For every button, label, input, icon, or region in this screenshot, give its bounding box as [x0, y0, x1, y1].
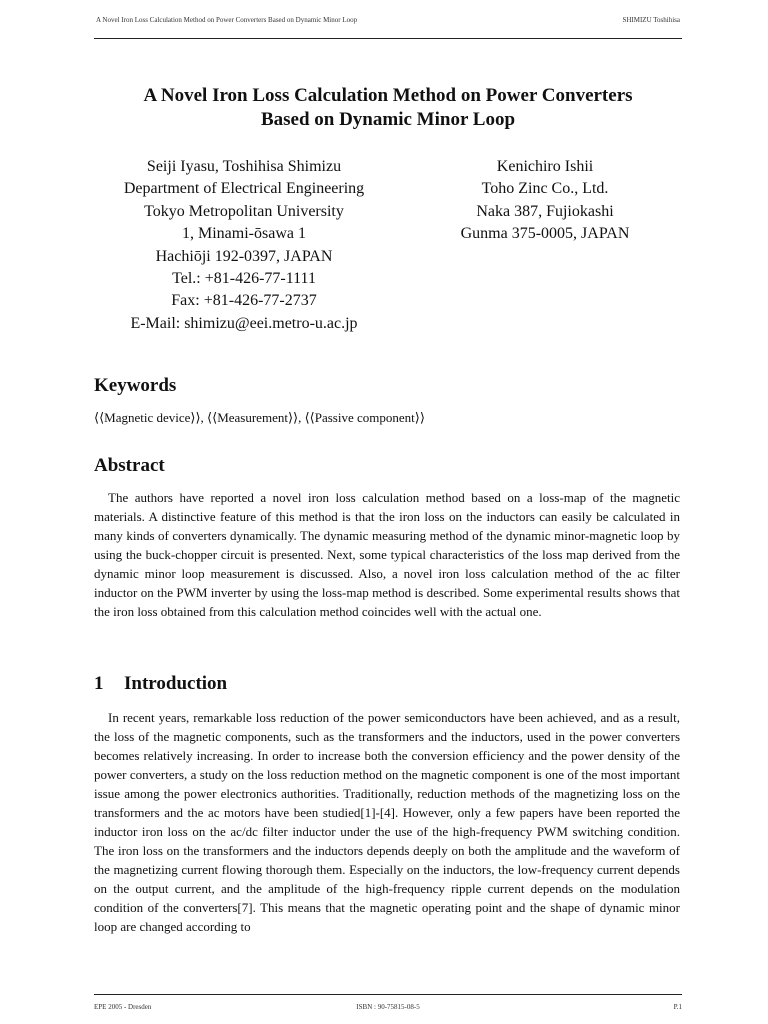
footer-divider [94, 994, 682, 995]
author-line: Toho Zinc Co., Ltd. [481, 180, 609, 198]
running-header-author: SHIMIZU Toshihisa [622, 16, 680, 24]
section-heading-introduction [94, 673, 227, 695]
introduction-text: In recent years, remarkable loss reduction of the power semiconductors have been achieved, and as a result, the loss of the magnetic components, such as the transformers and the inductors, used in the power converters becomes relatively increasing. In order to increase both the conversion efficiency and the power density of the power converters, a study on the loss reduction method on the magnetic component is one of the most important issue among the power electronics authorities. Traditionally, reduction methods of the magnetizing loss on the transformers and the ac motors have been studied[1]-[4]. However, only a few papers have been reported the inductor iron loss on the ac/dc filter inductor under the use of the high-frequency PWM switching condition. The iron loss on the transformers and the inductors depends deeply on both the amplitude and the waveform of the magnetizing current flowing thorough them. Especially on the inductors, the low-frequency current depends on the output current, and the amplitude of the high-frequency ripple current depends on the modulation condition of the converters[7]. This means that the magnetic operating point and the shape of dynamic minor loop are changed according to [94, 710, 680, 934]
abstract-heading: Abstract [94, 455, 165, 476]
author-line: Hachiōji 192-0397, JAPAN [155, 247, 333, 265]
abstract-text: The authors have reported a novel iron loss calculation method based on a loss-map of the magnetic materials. A distinctive feature of this method is that the iron loss on the inductors can easily be calculated in many kinds of converters dynamically. The dynamic measuring method of the dynamic minor-magnetic loop by using the buck-chopper circuit is presented. Next, some typical characteristics of the loss map derived from the dynamic minor loop measurement is discussed. Also, a novel iron loss calculation method of the ac filter inductor on the PWM inverter by using the loss-map method is described. Some experimental results shows that the iron loss obtained from this calculation method coincides well with the actual one. [94, 490, 680, 619]
author-line: Tokyo Metropolitan University [144, 202, 344, 220]
author-line: Seiji Iyasu, Toshihisa Shimizu [146, 158, 342, 175]
keywords-list: ⟨⟨Magnetic device⟩⟩, ⟨⟨Measurement⟩⟩, ⟨⟨Passive component⟩⟩ [94, 410, 425, 425]
footer-page-number: P.1 [673, 1003, 682, 1011]
author-block-left [94, 156, 394, 335]
author-email: E-Mail: shimizu@eei.metro-u.ac.jp [130, 314, 358, 332]
paper-title-line-1: A Novel Iron Loss Calculation Method on Power Converters [143, 85, 633, 106]
author-line: Department of Electrical Engineering [123, 180, 365, 198]
running-header-title: A Novel Iron Loss Calculation Method on Power Converters Based on Dynamic Minor Loop [96, 16, 358, 24]
paper-title [94, 84, 682, 132]
author-line: Fax: +81-426-77-2737 [171, 292, 317, 310]
section-number: 1 [94, 673, 104, 694]
page-footer [94, 1003, 682, 1013]
author-line: Tel.: +81-426-77-1111 [172, 270, 316, 288]
author-block-right [440, 156, 650, 246]
header-divider [94, 38, 682, 39]
section-title: Introduction [124, 673, 228, 694]
paper-title-line-2: Based on Dynamic Minor Loop [260, 109, 516, 130]
author-line: Naka 387, Fujiokashi [476, 202, 614, 220]
footer-isbn: ISBN : 90-75815-08-5 [356, 1003, 420, 1011]
author-line: Gunma 375-0005, JAPAN [460, 225, 630, 243]
footer-conference: EPE 2005 - Dresden [94, 1003, 152, 1011]
author-line: Kenichiro Ishii [496, 158, 594, 175]
author-line: 1, Minami-ōsawa 1 [182, 225, 306, 243]
running-header [96, 16, 680, 24]
keywords-heading: Keywords [94, 375, 177, 396]
